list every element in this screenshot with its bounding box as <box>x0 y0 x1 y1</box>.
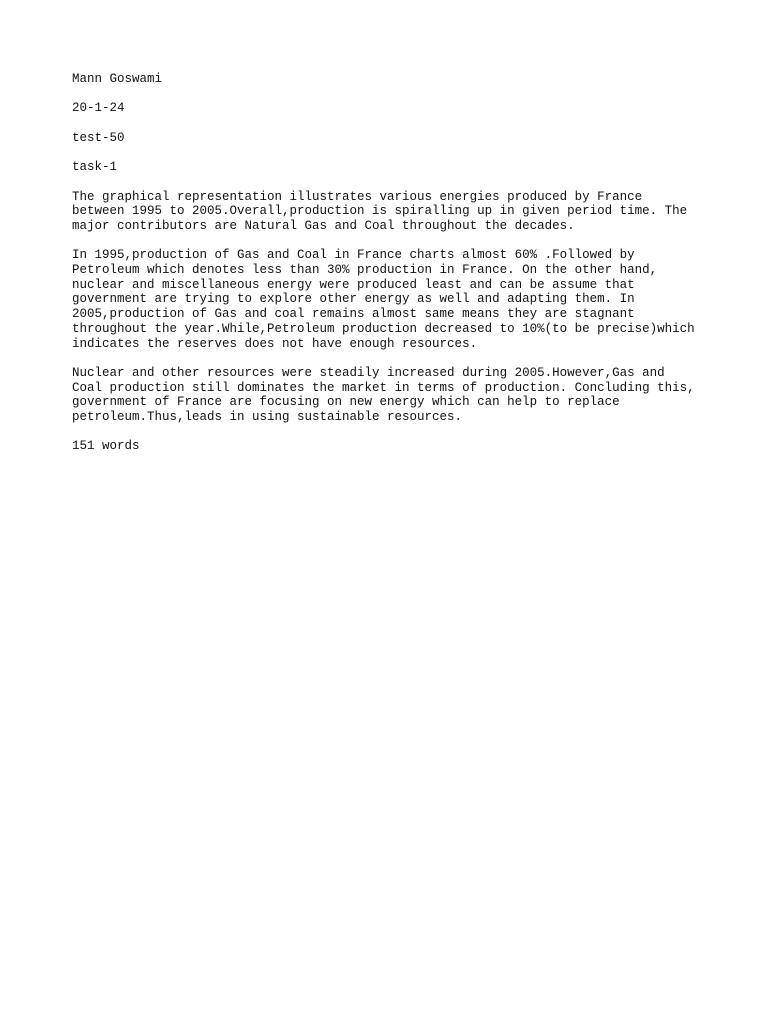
paragraph-body <box>72 248 712 351</box>
paragraph-intro <box>72 190 712 234</box>
paragraph-line: 2005,production of Gas and coal remains almost same means they are stagnant <box>72 307 635 322</box>
document-page <box>72 72 712 469</box>
paragraph-line: In 1995,production of Gas and Coal in France charts almost 60% .Followed by <box>72 248 635 263</box>
word-count: 151 words <box>72 439 140 454</box>
paragraph-line: Nuclear and other resources were steadily increased during 2005.However,Gas and <box>72 365 665 380</box>
paragraph-line: petroleum.Thus,leads in using sustainable resources. <box>72 410 463 425</box>
author-name: Mann Goswami <box>72 72 163 86</box>
paragraph-line: between 1995 to 2005.Overall,production is spiralling up in given period time. The <box>72 204 688 219</box>
paragraph-line: major contributors are Natural Gas and Coal throughout the decades. <box>72 218 575 233</box>
paragraph-line: indicates the reserves does not have enough resources. <box>72 336 478 351</box>
paragraph-line: Petroleum which denotes less than 30% production in France. On the other hand, <box>72 263 658 278</box>
paragraph-line: throughout the year.While,Petroleum production decreased to 10%(to be precise)which <box>72 321 695 336</box>
paragraph-line: government are trying to explore other energy as well and adapting them. In <box>72 292 635 307</box>
test-label: test-50 <box>72 130 125 145</box>
paragraph-line: Coal production still dominates the market in terms of production. Concluding this, <box>72 380 695 395</box>
paragraph-line: government of France are focusing on new energy which can help to replace <box>72 395 620 410</box>
paragraph-conclusion <box>72 366 712 425</box>
date-line: 20-1-24 <box>72 101 125 116</box>
task-label: task-1 <box>72 160 118 175</box>
paragraph-line: The graphical representation illustrates various energies produced by France <box>72 189 643 204</box>
paragraph-line: nuclear and miscellaneous energy were produced least and can be assume that <box>72 277 635 292</box>
